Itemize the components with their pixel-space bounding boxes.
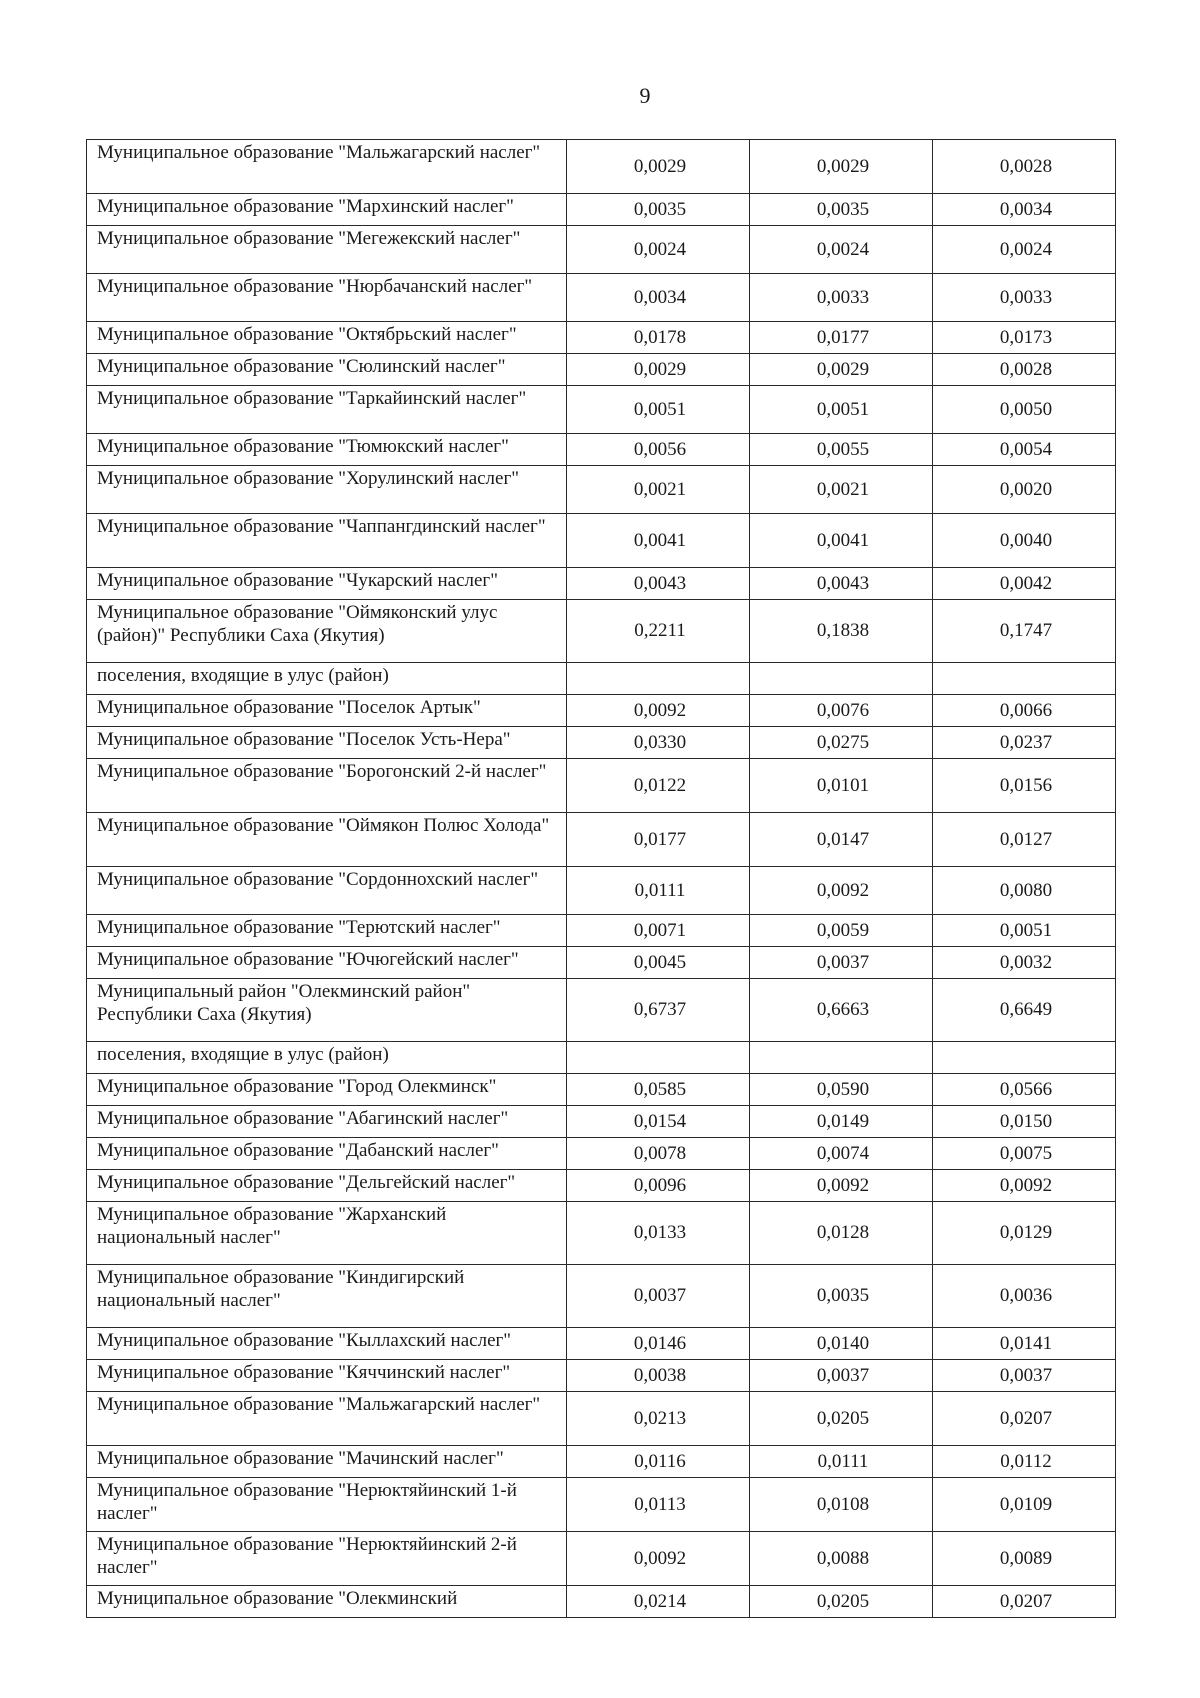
municipality-name-cell: Муниципальное образование "Дабанский наслег" [87, 1138, 567, 1170]
value-cell-col2: 0,0140 [750, 1328, 933, 1360]
table-row [87, 867, 1116, 915]
value-cell-col2: 0,0205 [750, 1392, 933, 1446]
municipality-name-cell: Муниципальный район "Олекминский район" Республики Саха (Якутия) [87, 979, 567, 1042]
value-cell-col1: 0,0177 [567, 813, 750, 867]
value-cell-col1: 0,0029 [567, 354, 750, 386]
municipality-name-cell: Муниципальное образование "Нерюктяйинский 2-й наслег" [87, 1532, 567, 1586]
municipality-name-cell: Муниципальное образование "Тюмюкский наслег" [87, 434, 567, 466]
value-cell-col1: 0,0122 [567, 759, 750, 813]
table-row [87, 386, 1116, 434]
value-cell-col1: 0,0133 [567, 1202, 750, 1265]
value-cell-col3: 0,0173 [933, 322, 1116, 354]
table-row [87, 915, 1116, 947]
value-cell-col3: 0,0075 [933, 1138, 1116, 1170]
table-row [87, 194, 1116, 226]
table-row [87, 568, 1116, 600]
value-cell-col1 [567, 663, 750, 695]
value-cell-col2: 0,0029 [750, 140, 933, 194]
value-cell-col1: 0,0078 [567, 1138, 750, 1170]
municipality-name-cell: Муниципальное образование "Мачинский наслег" [87, 1446, 567, 1478]
municipality-name-cell: Муниципальное образование "Жарханский национальный наслег" [87, 1202, 567, 1265]
value-cell-col3 [933, 1042, 1116, 1074]
value-cell-col2: 0,0074 [750, 1138, 933, 1170]
value-cell-col1: 0,0071 [567, 915, 750, 947]
municipality-name-cell: Муниципальное образование "Ючюгейский наслег" [87, 947, 567, 979]
municipality-name-cell: Муниципальное образование "Поселок Усть-Нера" [87, 727, 567, 759]
value-cell-col1: 0,0024 [567, 226, 750, 274]
value-cell-col2: 0,0035 [750, 194, 933, 226]
value-cell-col3: 0,0089 [933, 1532, 1116, 1586]
value-cell-col2: 0,0037 [750, 1360, 933, 1392]
value-cell-col3: 0,0150 [933, 1106, 1116, 1138]
value-cell-col3: 0,0127 [933, 813, 1116, 867]
value-cell-col1: 0,0585 [567, 1074, 750, 1106]
municipality-name-cell: поселения, входящие в улус (район) [87, 663, 567, 695]
value-cell-col3: 0,0028 [933, 140, 1116, 194]
value-cell-col3: 0,0129 [933, 1202, 1116, 1265]
value-cell-col1: 0,0116 [567, 1446, 750, 1478]
table-row [87, 226, 1116, 274]
municipality-name-cell: Муниципальное образование "Сордоннохский наслег" [87, 867, 567, 915]
municipality-name-cell: Муниципальное образование "Мегежекский наслег" [87, 226, 567, 274]
value-cell-col1: 0,6737 [567, 979, 750, 1042]
table-row [87, 1138, 1116, 1170]
value-cell-col2: 0,0088 [750, 1532, 933, 1586]
municipality-name-cell: Муниципальное образование "Оймякон Полюс Холода" [87, 813, 567, 867]
value-cell-col3: 0,0037 [933, 1360, 1116, 1392]
value-cell-col2: 0,6663 [750, 979, 933, 1042]
value-cell-col2: 0,0147 [750, 813, 933, 867]
table-row [87, 1074, 1116, 1106]
value-cell-col3: 0,0080 [933, 867, 1116, 915]
value-cell-col1: 0,0214 [567, 1586, 750, 1618]
table-row [87, 322, 1116, 354]
value-cell-col2: 0,0024 [750, 226, 933, 274]
value-cell-col3: 0,0050 [933, 386, 1116, 434]
table-body [87, 140, 1116, 1618]
value-cell-col2: 0,0101 [750, 759, 933, 813]
value-cell-col1: 0,0146 [567, 1328, 750, 1360]
table-row [87, 1586, 1116, 1618]
value-cell-col3: 0,6649 [933, 979, 1116, 1042]
value-cell-col2: 0,0076 [750, 695, 933, 727]
value-cell-col3: 0,0042 [933, 568, 1116, 600]
value-cell-col2: 0,0055 [750, 434, 933, 466]
value-cell-col2: 0,0037 [750, 947, 933, 979]
value-cell-col2: 0,0111 [750, 1446, 933, 1478]
value-cell-col3: 0,0141 [933, 1328, 1116, 1360]
table-row [87, 1202, 1116, 1265]
value-cell-col3: 0,0020 [933, 466, 1116, 514]
value-cell-col1: 0,0178 [567, 322, 750, 354]
page-number: 9 [639, 83, 651, 108]
value-cell-col3: 0,0066 [933, 695, 1116, 727]
value-cell-col1: 0,0034 [567, 274, 750, 322]
value-cell-col3: 0,0112 [933, 1446, 1116, 1478]
table-row [87, 663, 1116, 695]
table-row [87, 727, 1116, 759]
value-cell-col1: 0,0111 [567, 867, 750, 915]
value-cell-col3: 0,0051 [933, 915, 1116, 947]
value-cell-col2 [750, 1042, 933, 1074]
value-cell-col2: 0,0205 [750, 1586, 933, 1618]
value-cell-col2: 0,0092 [750, 1170, 933, 1202]
municipality-name-cell: Муниципальное образование "Борогонский 2-й наслег" [87, 759, 567, 813]
value-cell-col3: 0,0024 [933, 226, 1116, 274]
allocation-table [86, 139, 1116, 1618]
municipality-name-cell: Муниципальное образование "Хорулинский наслег" [87, 466, 567, 514]
table-row [87, 274, 1116, 322]
table-row [87, 813, 1116, 867]
table-row [87, 1446, 1116, 1478]
table-row [87, 1478, 1116, 1532]
value-cell-col1: 0,0096 [567, 1170, 750, 1202]
municipality-name-cell: Муниципальное образование "Октябрьский наслег" [87, 322, 567, 354]
table-row [87, 1170, 1116, 1202]
table-row [87, 354, 1116, 386]
municipality-name-cell: Муниципальное образование "Олекминский [87, 1586, 567, 1618]
value-cell-col3: 0,0092 [933, 1170, 1116, 1202]
value-cell-col3 [933, 663, 1116, 695]
value-cell-col1 [567, 1042, 750, 1074]
value-cell-col2: 0,0043 [750, 568, 933, 600]
municipality-name-cell: Муниципальное образование "Оймяконский улус (район)" Республики Саха (Якутия) [87, 600, 567, 663]
municipality-name-cell: Муниципальное образование "Нюрбачанский наслег" [87, 274, 567, 322]
value-cell-col1: 0,0035 [567, 194, 750, 226]
value-cell-col3: 0,0033 [933, 274, 1116, 322]
value-cell-col2: 0,0177 [750, 322, 933, 354]
value-cell-col1: 0,0038 [567, 1360, 750, 1392]
table-row [87, 1042, 1116, 1074]
value-cell-col3: 0,0207 [933, 1586, 1116, 1618]
value-cell-col2: 0,1838 [750, 600, 933, 663]
value-cell-col3: 0,0036 [933, 1265, 1116, 1328]
value-cell-col2: 0,0021 [750, 466, 933, 514]
value-cell-col2 [750, 663, 933, 695]
value-cell-col2: 0,0092 [750, 867, 933, 915]
value-cell-col2: 0,0059 [750, 915, 933, 947]
table-row [87, 600, 1116, 663]
value-cell-col1: 0,0092 [567, 1532, 750, 1586]
value-cell-col3: 0,0109 [933, 1478, 1116, 1532]
table-row [87, 1328, 1116, 1360]
table-row [87, 434, 1116, 466]
municipality-name-cell: Муниципальное образование "Кыллахский наслег" [87, 1328, 567, 1360]
value-cell-col1: 0,0056 [567, 434, 750, 466]
value-cell-col3: 0,0028 [933, 354, 1116, 386]
municipality-name-cell: Муниципальное образование "Мархинский наслег" [87, 194, 567, 226]
table-row [87, 979, 1116, 1042]
value-cell-col1: 0,0330 [567, 727, 750, 759]
value-cell-col3: 0,0566 [933, 1074, 1116, 1106]
table-row [87, 140, 1116, 194]
value-cell-col3: 0,0156 [933, 759, 1116, 813]
value-cell-col2: 0,0149 [750, 1106, 933, 1138]
municipality-name-cell: Муниципальное образование "Сюлинский наслег" [87, 354, 567, 386]
table-row [87, 1106, 1116, 1138]
municipality-name-cell: Муниципальное образование "Чукарский наслег" [87, 568, 567, 600]
value-cell-col1: 0,0045 [567, 947, 750, 979]
value-cell-col2: 0,0275 [750, 727, 933, 759]
value-cell-col3: 0,0032 [933, 947, 1116, 979]
table-row [87, 947, 1116, 979]
value-cell-col1: 0,0213 [567, 1392, 750, 1446]
value-cell-col2: 0,0035 [750, 1265, 933, 1328]
value-cell-col1: 0,0043 [567, 568, 750, 600]
value-cell-col3: 0,0054 [933, 434, 1116, 466]
value-cell-col2: 0,0590 [750, 1074, 933, 1106]
municipality-name-cell: поселения, входящие в улус (район) [87, 1042, 567, 1074]
municipality-name-cell: Муниципальное образование "Абагинский наслег" [87, 1106, 567, 1138]
value-cell-col2: 0,0033 [750, 274, 933, 322]
table-row [87, 1392, 1116, 1446]
table-row [87, 1265, 1116, 1328]
table-row [87, 466, 1116, 514]
municipality-name-cell: Муниципальное образование "Киндигирский национальный наслег" [87, 1265, 567, 1328]
value-cell-col3: 0,1747 [933, 600, 1116, 663]
table-row [87, 1360, 1116, 1392]
value-cell-col1: 0,0113 [567, 1478, 750, 1532]
value-cell-col1: 0,0051 [567, 386, 750, 434]
municipality-name-cell: Муниципальное образование "Чаппангдинский наслег" [87, 514, 567, 568]
municipality-name-cell: Муниципальное образование "Дельгейский наслег" [87, 1170, 567, 1202]
table-row [87, 1532, 1116, 1586]
municipality-name-cell: Муниципальное образование "Мальжагарский наслег" [87, 140, 567, 194]
value-cell-col1: 0,0037 [567, 1265, 750, 1328]
municipality-name-cell: Муниципальное образование "Кяччинский наслег" [87, 1360, 567, 1392]
value-cell-col1: 0,0029 [567, 140, 750, 194]
municipality-name-cell: Муниципальное образование "Поселок Артык" [87, 695, 567, 727]
value-cell-col3: 0,0237 [933, 727, 1116, 759]
value-cell-col1: 0,0041 [567, 514, 750, 568]
table-row [87, 759, 1116, 813]
municipality-name-cell: Муниципальное образование "Таркайинский наслег" [87, 386, 567, 434]
value-cell-col1: 0,0154 [567, 1106, 750, 1138]
table-row [87, 695, 1116, 727]
municipality-name-cell: Муниципальное образование "Мальжагарский наслег" [87, 1392, 567, 1446]
value-cell-col2: 0,0108 [750, 1478, 933, 1532]
value-cell-col2: 0,0128 [750, 1202, 933, 1265]
value-cell-col3: 0,0040 [933, 514, 1116, 568]
value-cell-col2: 0,0041 [750, 514, 933, 568]
value-cell-col1: 0,2211 [567, 600, 750, 663]
municipality-name-cell: Муниципальное образование "Город Олекминск" [87, 1074, 567, 1106]
value-cell-col3: 0,0034 [933, 194, 1116, 226]
table-row [87, 514, 1116, 568]
value-cell-col2: 0,0051 [750, 386, 933, 434]
value-cell-col1: 0,0021 [567, 466, 750, 514]
value-cell-col2: 0,0029 [750, 354, 933, 386]
value-cell-col1: 0,0092 [567, 695, 750, 727]
value-cell-col3: 0,0207 [933, 1392, 1116, 1446]
municipality-name-cell: Муниципальное образование "Терютский наслег" [87, 915, 567, 947]
municipality-name-cell: Муниципальное образование "Нерюктяйинский 1-й наслег" [87, 1478, 567, 1532]
